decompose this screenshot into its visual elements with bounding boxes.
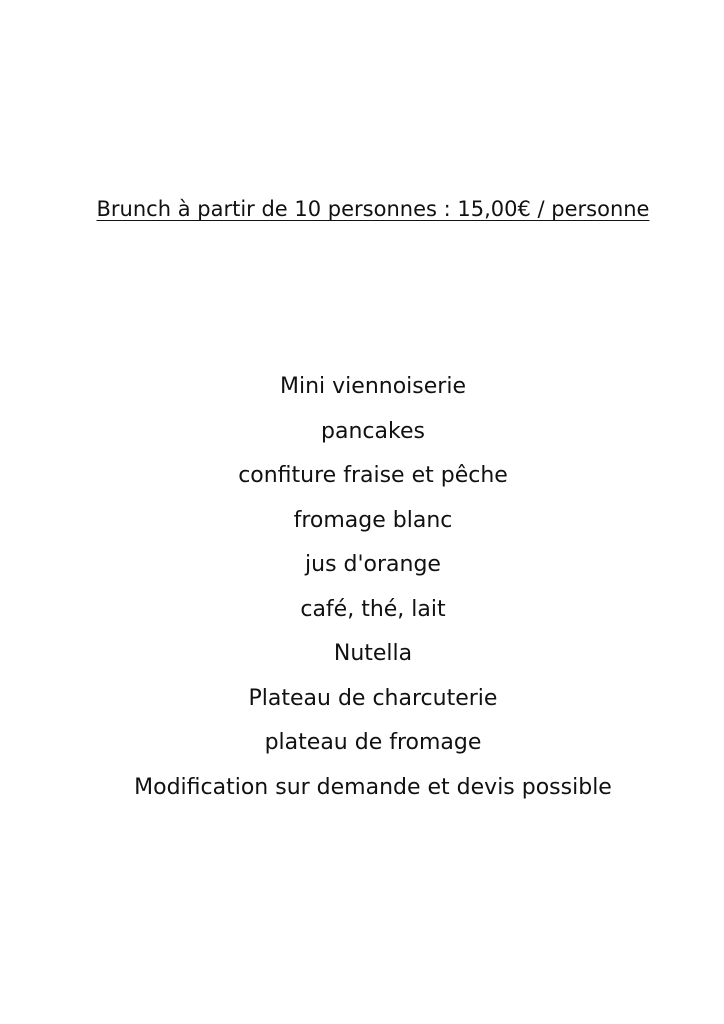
menu-item-pancakes: pancakes [321,418,425,444]
menu-item-plateau-fromage: plateau de fromage [264,730,482,755]
menu-item-plateau-charcuterie: Plateau de charcuterie [248,685,498,711]
menu-item-fromage-blanc: fromage blanc [293,507,453,533]
menu-item-nutella: Nutella [333,641,413,666]
menu-list [0,365,724,810]
menu-item-modification-note: Modification sur demande et devis possible [134,774,612,800]
page-title: Brunch à partir de 10 personnes : 15,00€ / personne [96,197,650,221]
menu-item-mini-viennoiserie: Mini viennoiserie [280,374,466,399]
menu-item-cafe-the-lait: café, thé, lait [300,596,446,622]
menu-item-jus-orange: jus d'orange [305,552,441,577]
menu-item-confiture: confiture fraise et pêche [238,463,508,488]
